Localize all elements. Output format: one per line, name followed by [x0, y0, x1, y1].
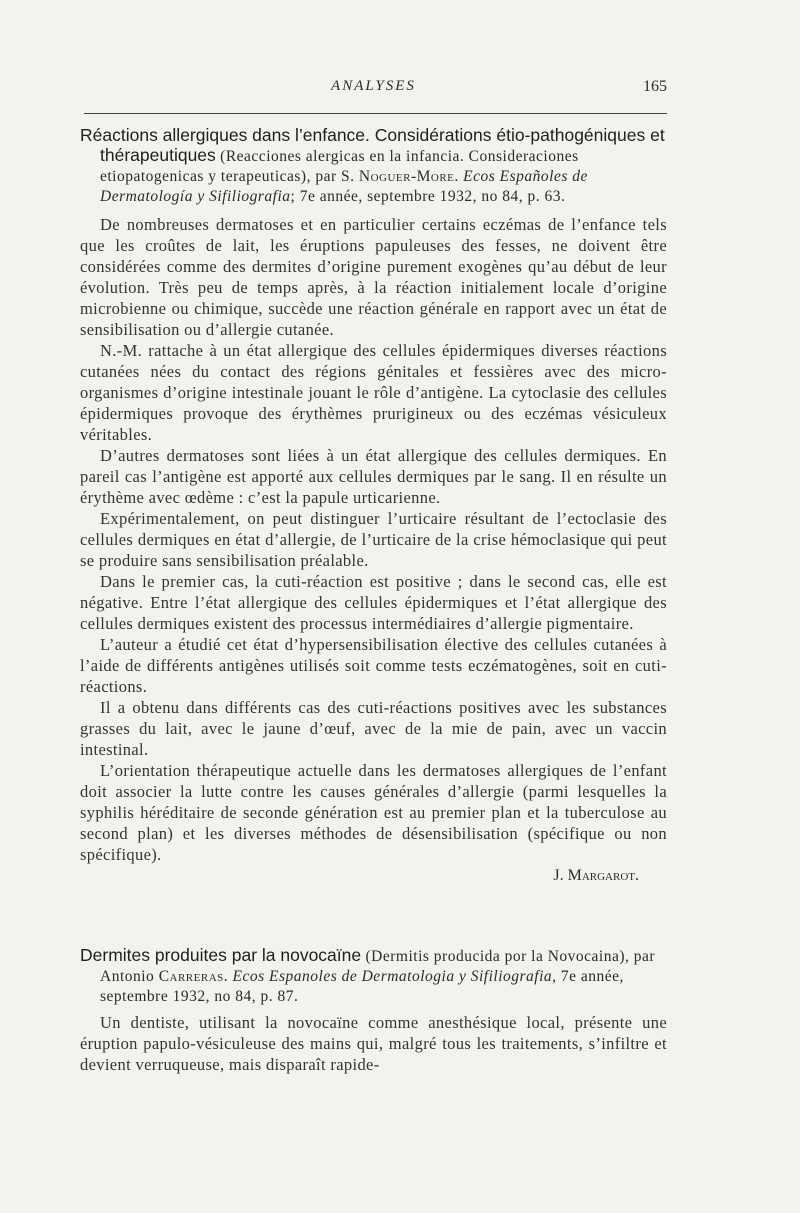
article-1-paragraph-7: Il a obtenu dans différents cas des cuti-réactions positives avec les substances grasses du lait, avec le jaune d’œuf, avec de la mie de pain, avec un vaccin intestinal.: [80, 698, 667, 759]
article-2-journal: Ecos Espanoles de Dermatologia y Sifiliografia: [232, 968, 553, 985]
article-2-title: Dermites produites par la novocaïne: [80, 945, 362, 965]
article-1-paragraph-2: N.-M. rattache à un état allergique des cellules épidermiques diverses réactions cutanées nées du contact des régions génitales et fessières avec des micro-organismes d’origine intestinale jouant le rôle d’antigène. La cytoclasie des cellules épidermiques provoque des érythèmes prurigineux ou des eczémas vésiculeux véritables.: [80, 341, 667, 444]
article-1-ref-tail: ; 7e année, septembre 1932, no 84, p. 63.: [290, 188, 566, 205]
article-1-title: Réactions allergiques dans l’enfance. Considérations étio-pathogéniques et thérapeutiques: [80, 125, 665, 165]
running-title: ANALYSES: [331, 78, 416, 94]
header-rule: [84, 113, 667, 114]
article-2-heading: [80, 945, 667, 1006]
article-1-paragraph-4: Expérimentalement, on peut distinguer l’urticaire résultant de l’ectoclasie des cellules dermiques en état d’allergie, de l’urticaire de la crise hémoclasique qui peut se produire sans sensibilisation préalable.: [80, 509, 667, 570]
article-1-paragraph-6: L’auteur a étudié cet état d’hypersensibilisation élective des cellules cutanées à l’aide de différents antigènes utilisés soit comme tests eczématogènes, soit en cuti-réactions.: [80, 635, 667, 696]
running-header: [80, 78, 667, 100]
article-1-paragraph-5: Dans le premier cas, la cuti-réaction est positive ; dans le second cas, elle est négative. Entre l’état allergique des cellules épidermiques et l’état allergique des cellules dermiques existent des processus intermédiaires d’allergie pigmentaire.: [80, 572, 667, 633]
article-1-paragraph-8: L’orientation thérapeutique actuelle dans les dermatoses allergiques de l’enfant doit associer la lutte contre les causes générales d’allergie (parmi lesquelles la syphilis héréditaire de seconde génération est au premier plan et la tuberculose au second plan) et les diverses méthodes de désensibilisation (spécifique ou non spécifique).: [80, 761, 667, 864]
article-2: [80, 945, 667, 1075]
article-1-ref-lead: (Reacciones alergicas en la infancia. Consideraciones etiopatogenicas y terapeuticas), par S.: [100, 148, 579, 185]
article-2-ref-tail: , 7e année, septembre 1932, no 84, p. 87.: [100, 968, 624, 1005]
article-2-author: Carreras: [158, 968, 224, 985]
article-2-ref-lead: (Dermitis producida por la Novocaina), par Antonio: [100, 948, 656, 985]
page-number: 165: [643, 78, 667, 95]
article-1-ref-mid: .: [454, 168, 464, 185]
article-1-author: Noguer-More: [358, 168, 455, 185]
article-1-paragraph-1: De nombreuses dermatoses et en particulier certains eczémas de l’enfance tels que les croûtes de lait, les éruptions papuleuses des fesses, ne doivent être considérées comme des dermites d’origine purement exogènes qu’au début de leur évolution. Très peu de temps après, à la réaction initialement locale d’origine microbienne ou chimique, succède une réaction générale en rapport avec un état de sensibilisation ou d’allergie cutanée.: [80, 215, 667, 339]
article-1-heading: [80, 125, 667, 206]
article-1-signature: J. Margarot.: [553, 867, 639, 884]
article-2-ref-mid: .: [223, 968, 233, 985]
article-1-journal: Ecos Españoles de Dermatología y Sifiliografia: [100, 168, 588, 205]
article-1-paragraph-3: D’autres dermatoses sont liées à un état allergique des cellules dermiques. En pareil cas l’antigène est apporté aux cellules dermiques par le sang. Il en résulte un érythème avec œdème : c’est la papule urticarienne.: [80, 446, 667, 507]
article-1: [80, 125, 667, 885]
article-2-paragraph-1: Un dentiste, utilisant la novocaïne comme anesthésique local, présente une éruption papulo-vésiculeuse des mains qui, malgré tous les traitements, s’infiltre et devient verruqueuse, mais disparaît rapide-: [80, 1013, 667, 1074]
